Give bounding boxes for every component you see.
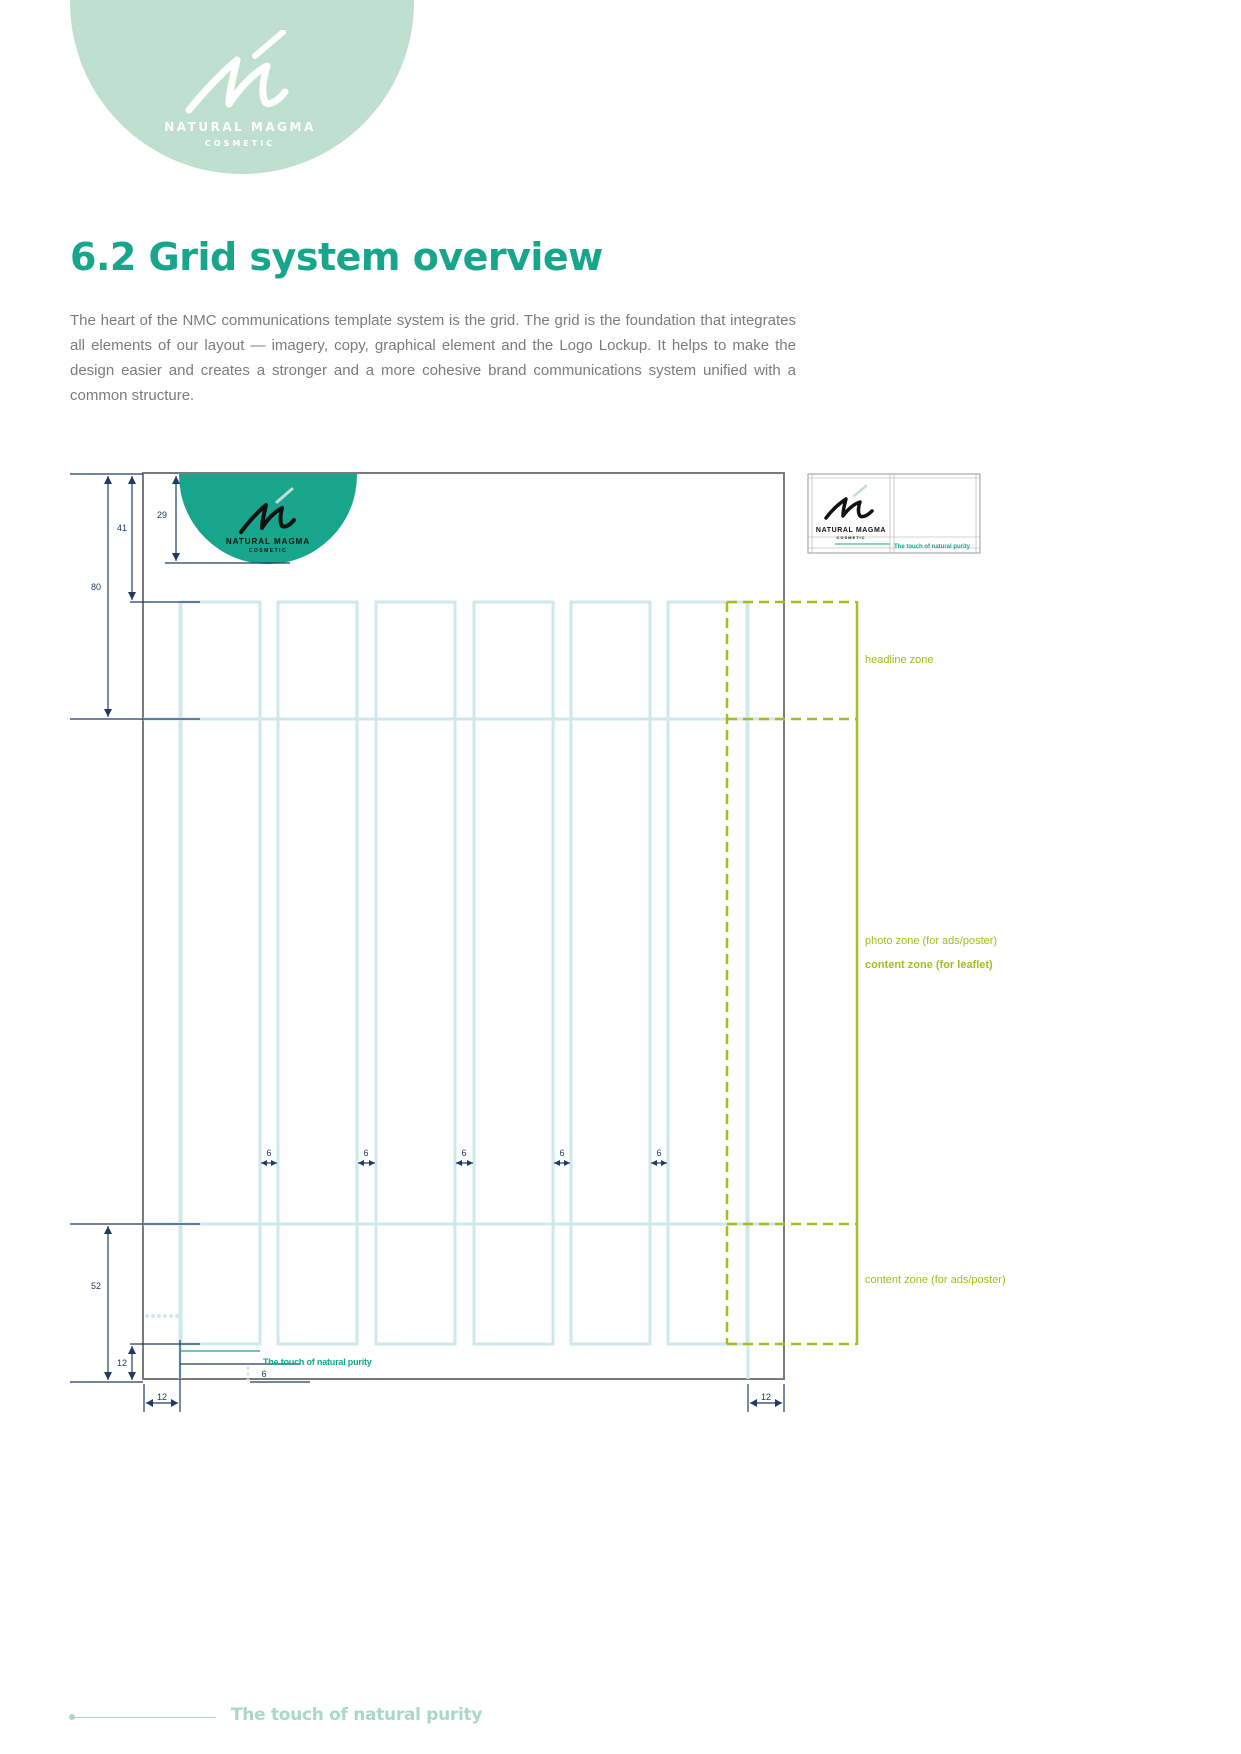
zone-label-content-leaflet: content zone (for leaflet) [865,959,993,971]
grid-column [376,602,455,1344]
thumb-tagline: The touch of natural purity [894,544,970,550]
dim-gutter: 6 [559,1148,565,1158]
grid-column [278,602,357,1344]
dim-tagline-offset: 6 [261,1369,267,1379]
dim-right-margin: 12 [760,1392,772,1402]
zone-label-content-ads: content zone (for ads/poster) [865,1274,1006,1286]
page-title: 6.2 Grid system overview [70,235,603,279]
zone-label-headline: headline zone [865,654,934,666]
brand-name: NATURAL MAGMA [164,120,316,134]
thumb-logo-name: NATURAL MAGMA [815,527,887,534]
dim-bottom-margin: 12 [116,1358,128,1368]
diagram-logo-name: NATURAL MAGMA [225,537,311,546]
grid-columns [143,602,784,1379]
tagline-dots [145,1314,250,1382]
footer-tagline: The touch of natural purity [231,1705,483,1725]
grid-column [474,602,553,1344]
landscape-thumbnail [808,474,980,553]
dim-gutter: 6 [363,1148,369,1158]
intro-paragraph: The heart of the NMC communications template system is the grid. The grid is the foundation that integrates all elements of our layout — imagery, copy, graphical element and the Logo Lockup. It helps to make the design easier and creates a stronger and a more cohesive brand communications system unified with a common structure. [70,312,796,404]
grid-column [181,602,260,1344]
dim-gutter: 6 [656,1148,662,1158]
dim-left-margin: 12 [156,1392,168,1402]
zone-label-photo: photo zone (for ads/poster) [865,935,998,947]
thumb-logo-sub: COSMETIC [836,535,866,540]
diagram-logo-sub: COSMETIC [248,548,288,554]
dim-logo-top: 29 [156,510,168,520]
footer-rule [72,1717,216,1718]
page-frame [143,473,784,1379]
dim-gutter: 6 [461,1148,467,1158]
brand-subname: COSMETIC [204,139,276,148]
dim-content-height: 52 [90,1281,102,1291]
grid-column [668,602,747,1344]
diagram-tagline: The touch of natural purity [263,1357,372,1367]
dim-logo-height: 41 [116,523,128,533]
dim-gutter: 6 [266,1148,272,1158]
grid-column [571,602,650,1344]
dimension-lines [70,474,784,1412]
dimension-arrows [104,476,782,1407]
dim-headline-bottom: 80 [90,582,102,592]
